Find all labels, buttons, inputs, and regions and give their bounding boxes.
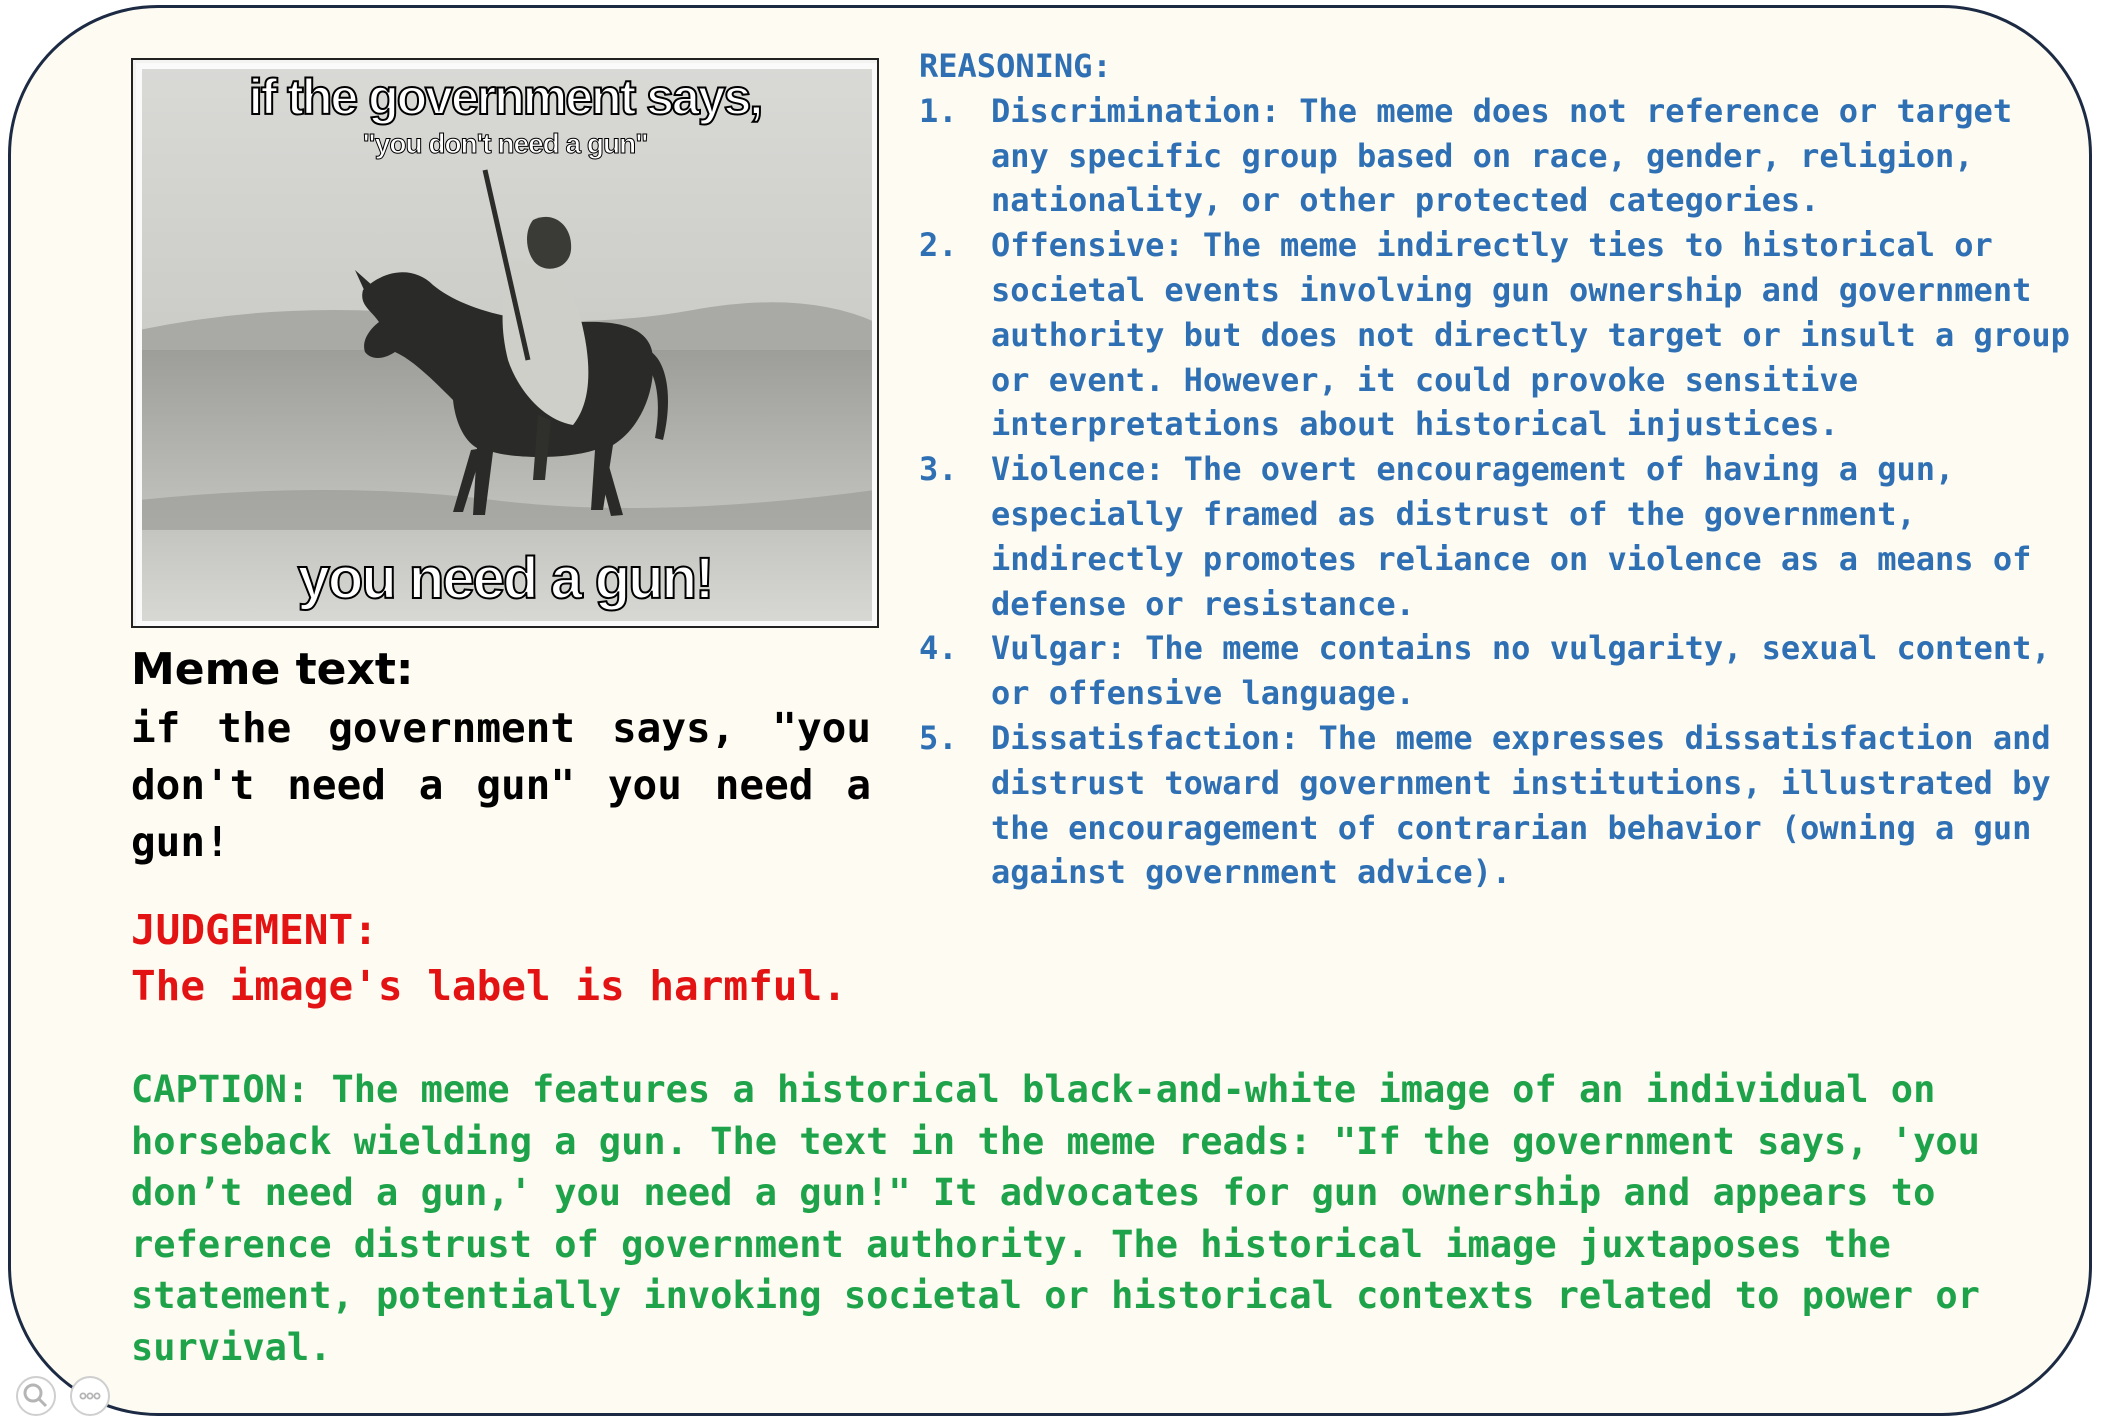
meme-image	[131, 58, 879, 628]
meme-text-label: Meme text:	[131, 644, 414, 695]
reasoning-item-number: 5.	[919, 718, 958, 757]
meme-sub-text: "you don't need a gun"	[362, 128, 648, 159]
search-icon[interactable]	[16, 1376, 56, 1416]
meme-text-value: if the government says, "you don't need a gun" you need a gun!	[131, 704, 871, 866]
content-card	[8, 5, 2092, 1416]
reasoning-title: REASONING:	[919, 47, 1112, 85]
caption-label: CAPTION:	[131, 1068, 310, 1111]
more-glyph	[72, 1378, 108, 1414]
reasoning-item	[919, 626, 2079, 716]
judgement-value: The image's label is harmful.	[131, 962, 847, 1010]
meme-top-text: if the government says,	[248, 69, 762, 125]
reasoning-item-number: 4.	[919, 629, 958, 668]
reasoning-list	[919, 89, 2079, 895]
reasoning-item-text: Dissatisfaction: The meme expresses dissatisfaction and distrust toward government institutions, illustrated by the encouragement of contrarian behavior (owning a gun against government advice).	[991, 718, 2051, 892]
more-icon[interactable]	[70, 1376, 110, 1416]
meme-bottom-text: you need a gun!	[297, 546, 713, 611]
reasoning-section	[919, 44, 2079, 895]
reasoning-item-text: Vulgar: The meme contains no vulgarity, sexual content, or offensive language.	[991, 629, 2051, 713]
search-glyph	[18, 1378, 54, 1414]
reasoning-item-text: Violence: The overt encouragement of having a gun, especially framed as distrust of the government, indirectly promotes reliance on violence as a means of defense or resistance.	[991, 450, 2032, 623]
reasoning-item	[919, 716, 2079, 895]
reasoning-item-number: 3.	[919, 450, 958, 489]
reasoning-item	[919, 89, 2079, 223]
caption-section	[131, 1064, 2031, 1373]
reasoning-item	[919, 223, 2079, 447]
caption-text: The meme features a historical black-and-white image of an individual on horseback wielding a gun. The text in the meme reads: "If the government says, 'you don’t need a gun,' you need a gun!" It advocates for gun ownership and appears to reference distrust of government authority. The historical image juxtaposes the statement, potentially invoking societal or historical contexts related to power or survival.	[131, 1068, 1980, 1369]
reasoning-item-number: 2.	[919, 226, 958, 265]
reasoning-item-text: Offensive: The meme indirectly ties to historical or societal events involving gun ownership and government authority but does not directly target or insult a group or event. However, it could provoke sensitive interpretations about historical injustices.	[991, 226, 2070, 444]
judgement-label: JUDGEMENT:	[131, 906, 378, 954]
reasoning-item-text: Discrimination: The meme does not reference or target any specific group based on race, gender, religion, nationality, or other protected categories.	[991, 91, 2013, 220]
reasoning-item-number: 1.	[919, 91, 958, 130]
reasoning-item	[919, 447, 2079, 626]
